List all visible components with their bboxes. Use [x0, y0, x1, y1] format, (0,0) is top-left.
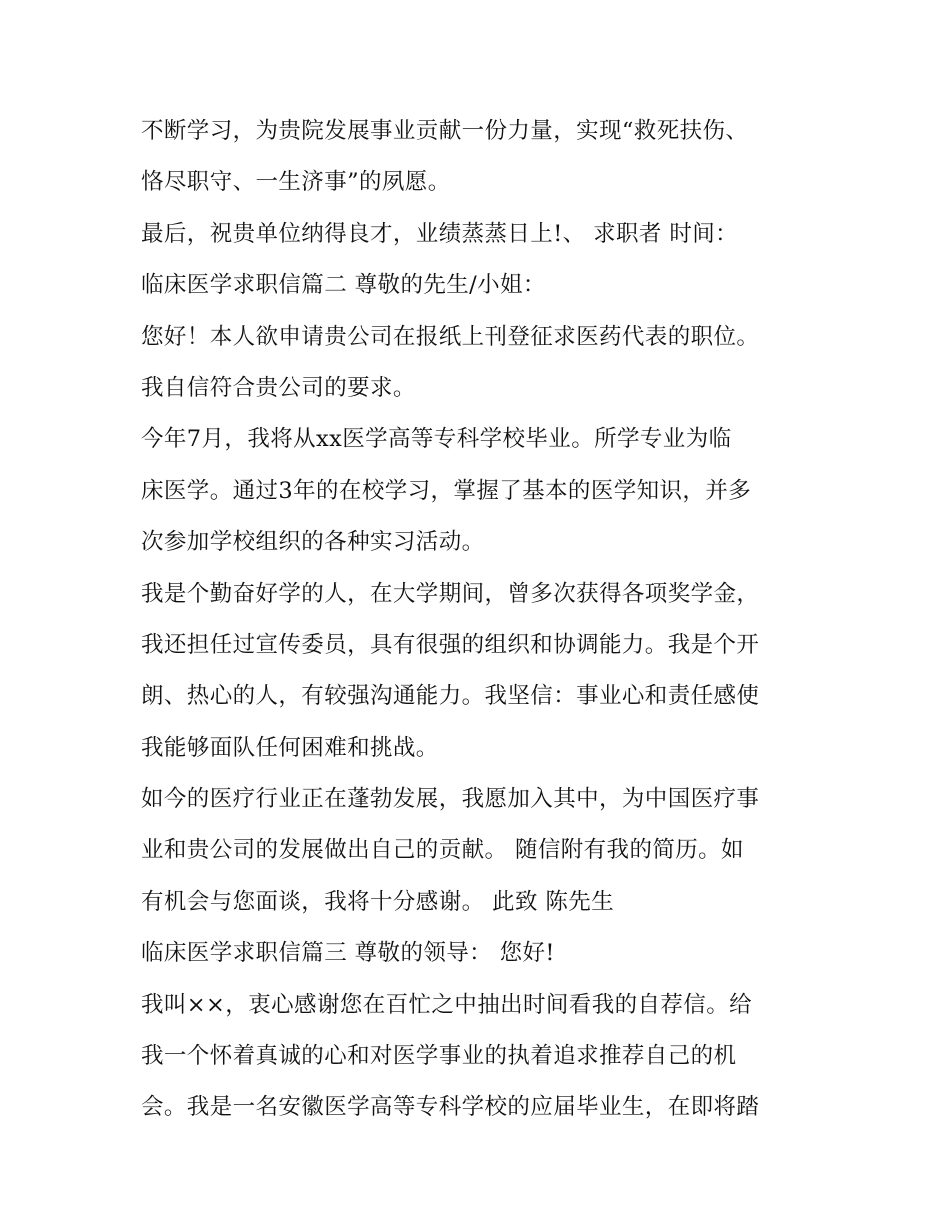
- text-line: 会。我是一名安徽医学高等专科学校的应届毕业生，在即将踏: [141, 1094, 760, 1121]
- text-line: 恪尽职守、一生济事”的夙愿。: [141, 169, 451, 196]
- text-line: 您好！本人欲申请贵公司在报纸上刊登征求医药代表的职位。: [141, 323, 760, 350]
- text-line: 我一个怀着真诚的心和对医学事业的执着追求推荐自己的机: [141, 1043, 737, 1070]
- letter-text: [141, 106, 841, 1134]
- text-line: 今年7月，我将从xx医学高等专科学校毕业。所学专业为临: [141, 426, 732, 453]
- text-line: 我能够面队任何困难和挑战。: [141, 734, 439, 761]
- text-line: 我还担任过宣传委员，具有很强的组织和协调能力。我是个开: [141, 631, 760, 658]
- text-line: 有机会与您面谈，我将十分感谢。 此致 陈先生: [141, 888, 615, 915]
- text-line: 最后，祝贵单位纳得良才，业绩蒸蒸日上!、 求职者 时间：: [141, 220, 739, 247]
- text-line: 朗、热心的人，有较强沟通能力。我坚信：事业心和责任感使: [141, 683, 760, 710]
- text-line: 我自信符合贵公司的要求。: [141, 374, 416, 401]
- text-line: 我是个勤奋好学的人，在大学期间，曾多次获得各项奖学金，: [141, 580, 760, 607]
- text-line: 我叫××，衷心感谢您在百忙之中抽出时间看我的自荐信。给: [141, 991, 753, 1018]
- section-heading-line: 临床医学求职信篇三 尊敬的领导： 您好!: [141, 940, 555, 967]
- text-line: 床医学。通过3年的在校学习，掌握了基本的医学知识，并多: [141, 477, 752, 504]
- text-line: 如今的医疗行业正在蓬勃发展，我愿加入其中，为中国医疗事: [141, 786, 760, 813]
- section-heading-line: 临床医学求职信篇二 尊敬的先生/小姐：: [141, 272, 546, 299]
- text-line: 不断学习，为贵院发展事业贡献一份力量，实现“救死扶伤、: [141, 118, 749, 144]
- text-line: 次参加学校组织的各种实习活动。: [141, 529, 485, 556]
- text-line: 业和贵公司的发展做出自己的贡献。 随信附有我的简历。如: [141, 837, 744, 864]
